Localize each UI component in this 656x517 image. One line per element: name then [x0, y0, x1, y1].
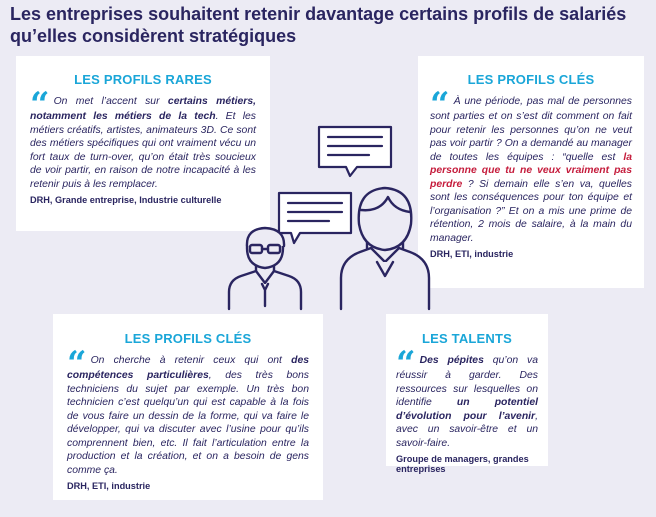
man-icon [229, 228, 301, 309]
speech-bubble-icon [319, 127, 391, 176]
card-heading: LES TALENTS [421, 331, 513, 346]
quote-source: DRH, ETI, industrie [67, 481, 151, 491]
card-heading: LES PROFILS CLÉS [467, 72, 595, 87]
card-heading: LES PROFILS RARES [74, 72, 212, 87]
quote-source: DRH, ETI, industrie [430, 249, 514, 259]
quote-mark-icon: “ [430, 85, 450, 125]
quote-text: “ À une période, pas mal de personnes sont parties et on s’est dit comment on fait pour retenir les personnes qu’on ne veut pas voir partir ? On a demandé au manager de toutes les équipes : “quelle est la personne que tu ne veux vraiment pas perdre ? Si demain elle s’en va, quelles sont les conséquences pour ton équipe et l’organisation ?” Et on a mis une prime de rétention, 2 mois de salaire, à la main du manager. [430, 85, 632, 244]
page-title: Les entreprises souhaitent retenir davantage certains profils de salariés qu’elles considèrent stratégiques [10, 4, 627, 46]
woman-icon [341, 188, 429, 309]
quote-text: “ Des pépites qu’on va réussir à garder. Des ressources sur lesquelles on identifie un potentiel d’évolution pour l’avenir, avec un savoir-être et un savoir-faire. [396, 344, 539, 449]
card-heading: LES PROFILS CLÉS [124, 331, 252, 346]
quote-mark-icon: “ [30, 85, 50, 125]
quote-mark-icon: “ [396, 344, 416, 384]
speech-bubble-icon [279, 193, 351, 243]
quote-text: “ On met l’accent sur certains métiers, notamment les métiers de la tech. Et les métiers créatifs, artistes, animateurs 3D. Ce sont des métiers spécifiques qui ont vraiment vécu un fort taux de turn-over, qu’on était très soucieux de voir partir, en raison de notre incapacité à les retenir puis à les remplacer. [30, 85, 257, 190]
quote-source: Groupe de managers, grandes entreprises [396, 454, 529, 474]
quote-text: “ On cherche à retenir ceux qui ont des compétences particulières, des très bons techniciens du sujet par exemple. Un très bon technicien c’est quelqu’un qui est capable à la fois de vous faire un dessin de la forme, qui va faire le développer, qui va discuter avec l’usine pour qu’ils comprennent bien, etc. Il fait l’articulation entre la production et la création, et on a besoin de gens comme ça. [67, 344, 309, 476]
quote-source: DRH, Grande entreprise, Industrie culturelle [30, 195, 222, 205]
quote-mark-icon: “ [67, 344, 87, 384]
